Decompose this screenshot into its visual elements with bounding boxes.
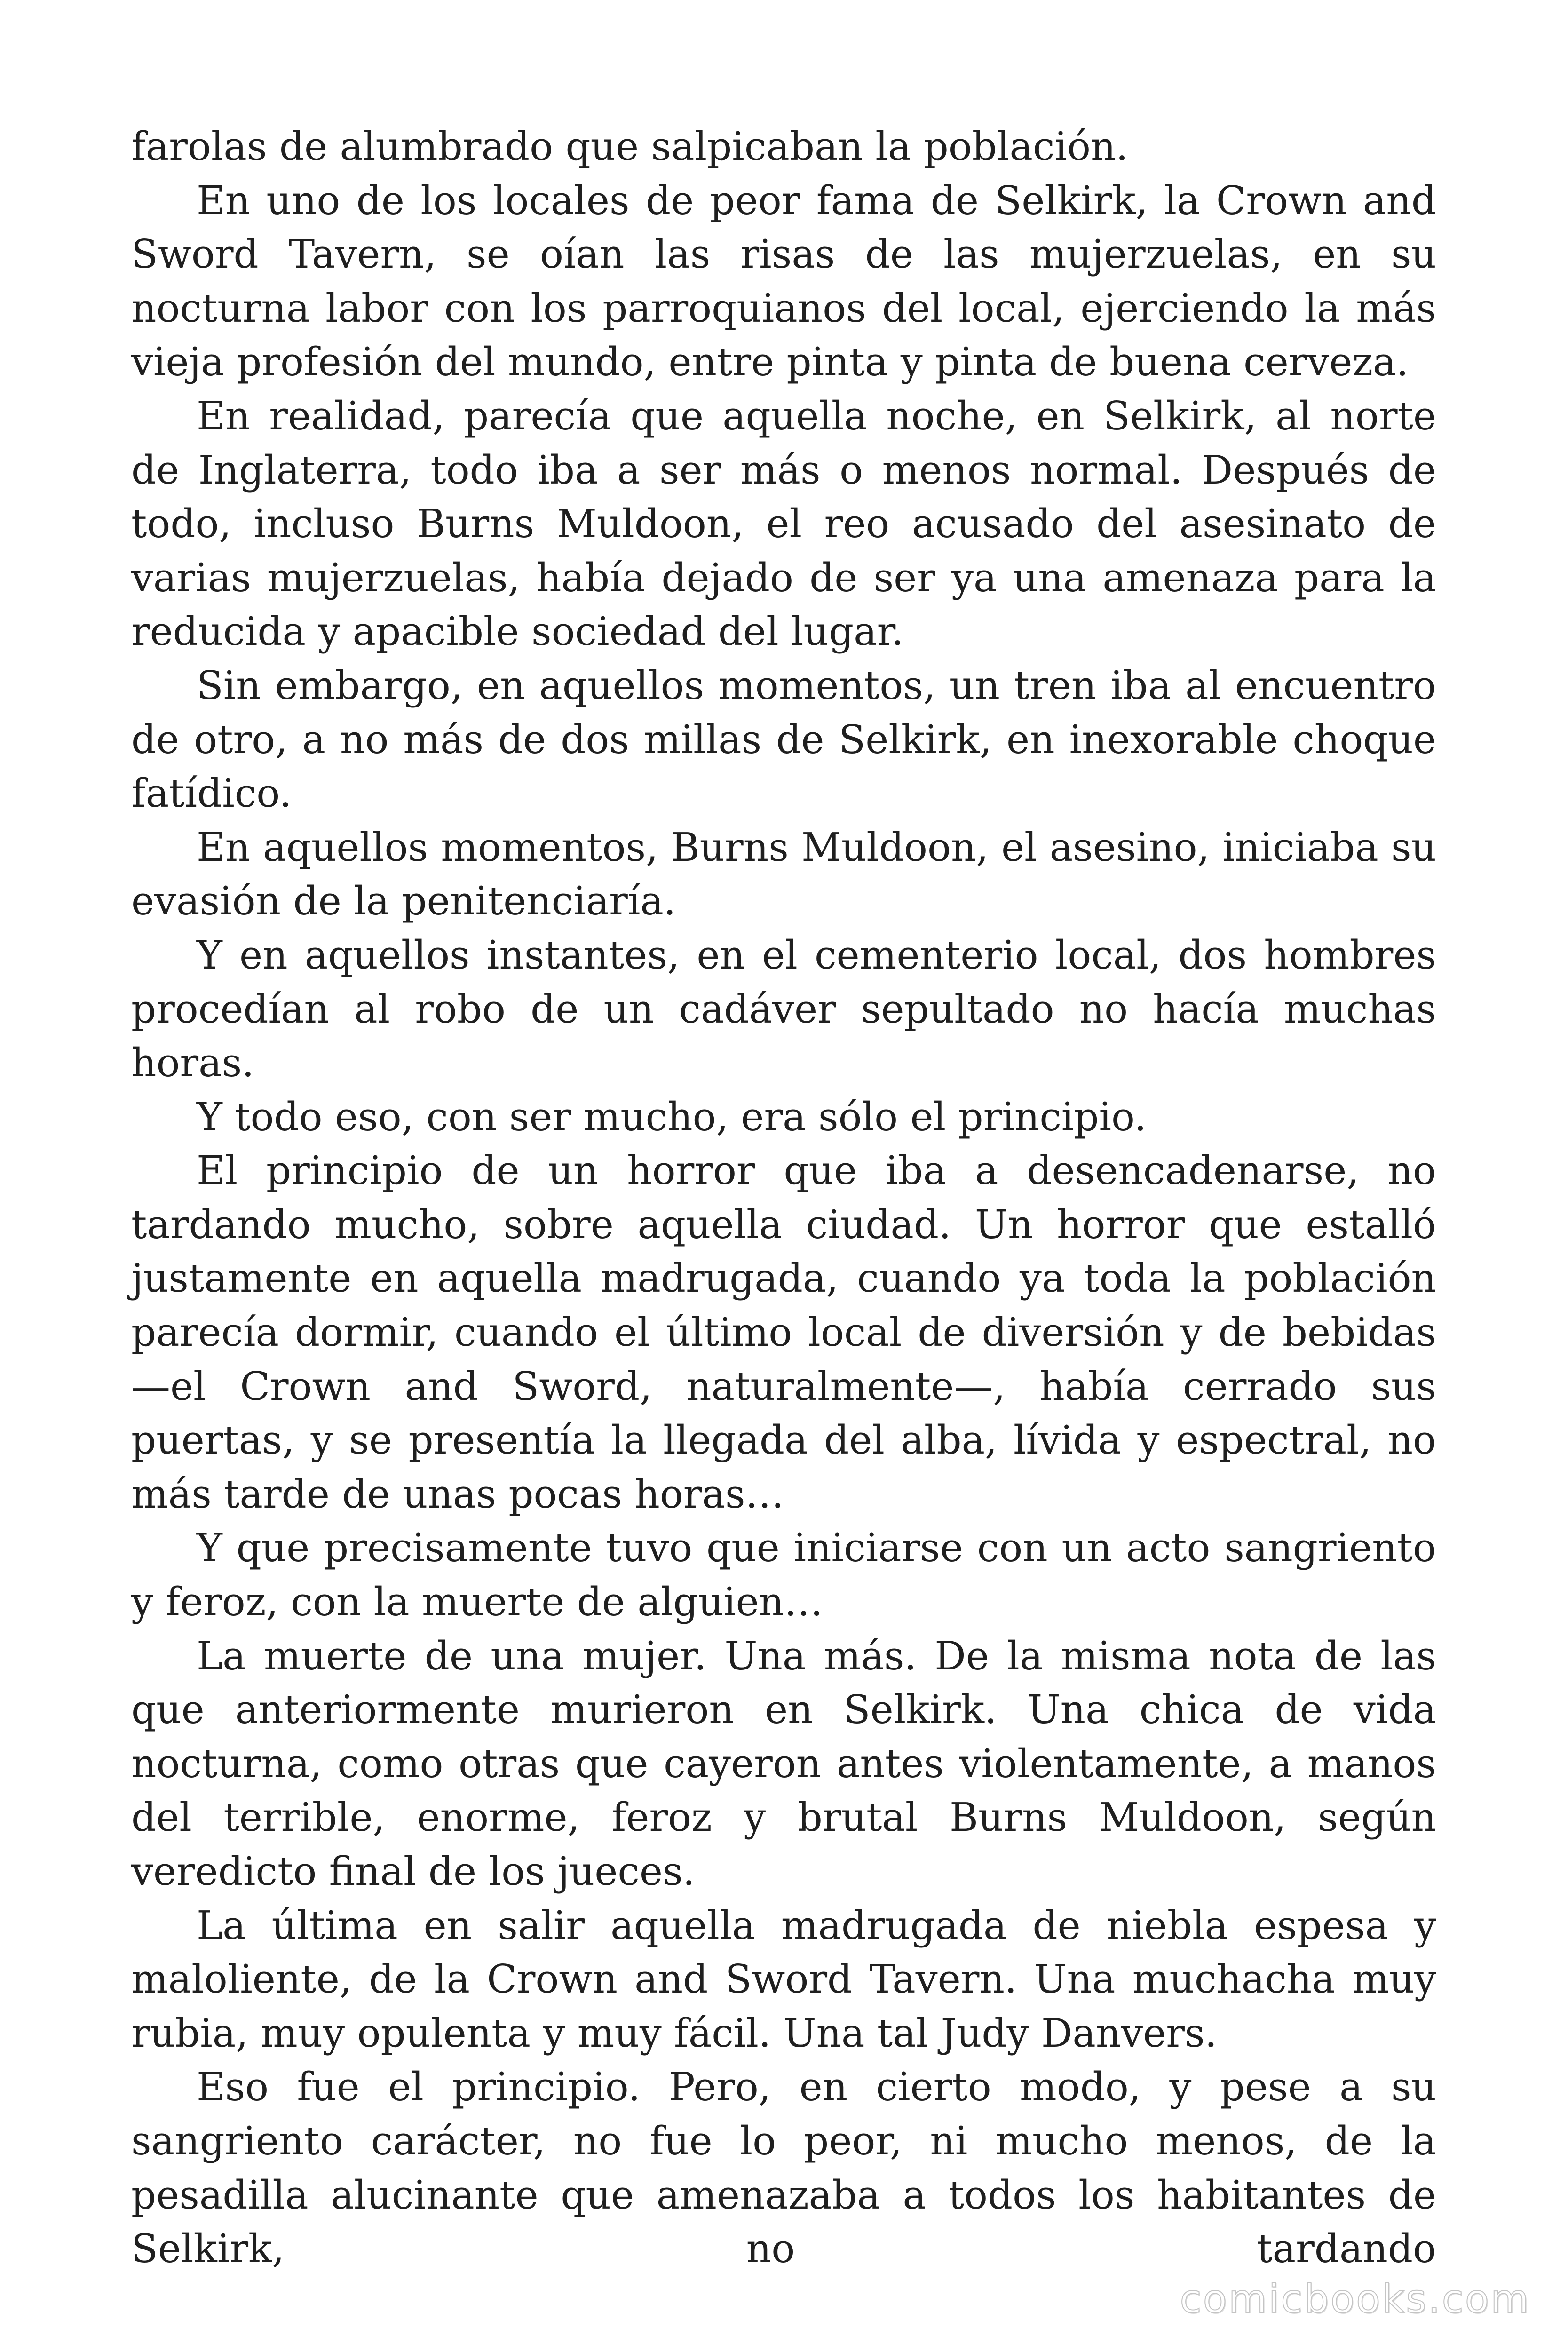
paragraph-10: La muerte de una mujer. Una más. De la misma nota de las que anteriormente murieron en Selkirk. Una chica de vida nocturna, como otras que cayeron antes violentamente, a manos del terrible, enorme, feroz y brutal Burns Muldoon, según veredicto final de los jueces. — [131, 1633, 1436, 1894]
paragraph-6: Y en aquellos instantes, en el cementerio local, dos hombres procedían al robo de un cadáver sepultado no hacía muchas horas. — [131, 932, 1436, 1086]
paragraph-4: Sin embargo, en aquellos momentos, un tren iba al encuentro de otro, a no más de dos millas de Selkirk, en inexorable choque fatídico. — [131, 662, 1436, 817]
paragraph-8: El principio de un horror que iba a desencadenarse, no tardando mucho, sobre aquella ciudad. Un horror que estalló justamente en aquella madrugada, cuando ya toda la población parecía dormir, cuando el último local de diversión y de bebidas —el Crown and Sword, naturalmente—, había cerrado sus puertas, y se presentía la llegada del alba, lívida y espectral, no más tarde de unas pocas horas… — [131, 1148, 1436, 1517]
paragraph-2: En uno de los locales de peor fama de Selkirk, la Crown and Sword Tavern, se oían las risas de las mujerzuelas, en su nocturna labor con los parroquianos del local, ejerciendo la más vieja profesión del mundo, entre pinta y pinta de buena cerveza. — [131, 177, 1436, 385]
paragraph-5: En aquellos momentos, Burns Muldoon, el asesino, iniciaba su evasión de la penitenciaría. — [131, 824, 1436, 924]
paragraph-1: farolas de alumbrado que salpicaban la población. — [131, 124, 1128, 169]
paragraph-3: En realidad, parecía que aquella noche, en Selkirk, al norte de Inglaterra, todo iba a ser más o menos normal. Después de todo, incluso Burns Muldoon, el reo acusado del asesinato de varias mujerzuelas, había dejado de ser ya una amenaza para la reducida y apacible sociedad del lugar. — [131, 393, 1436, 655]
paragraph-12: Eso fue el principio. Pero, en cierto modo, y pese a su sangriento carácter, no fue lo peor, ni mucho menos, de la pesadilla alucinante que amenazaba a todos los habitantes de Selkirk, no tardando — [131, 2064, 1436, 2272]
paragraph-7: Y todo eso, con ser mucho, era sólo el principio. — [197, 1094, 1147, 1140]
paragraph-9: Y que precisamente tuvo que iniciarse con un acto sangriento y feroz, con la muerte de alguien… — [131, 1525, 1436, 1625]
page-body-text — [131, 120, 1436, 2276]
paragraph-11: La última en salir aquella madrugada de niebla espesa y maloliente, de la Crown and Sword Tavern. Una muchacha muy rubia, muy opulenta y muy fácil. Una tal Judy Danvers. — [131, 1902, 1436, 2056]
watermark-logo: comicbooks.com — [1180, 2276, 1530, 2322]
